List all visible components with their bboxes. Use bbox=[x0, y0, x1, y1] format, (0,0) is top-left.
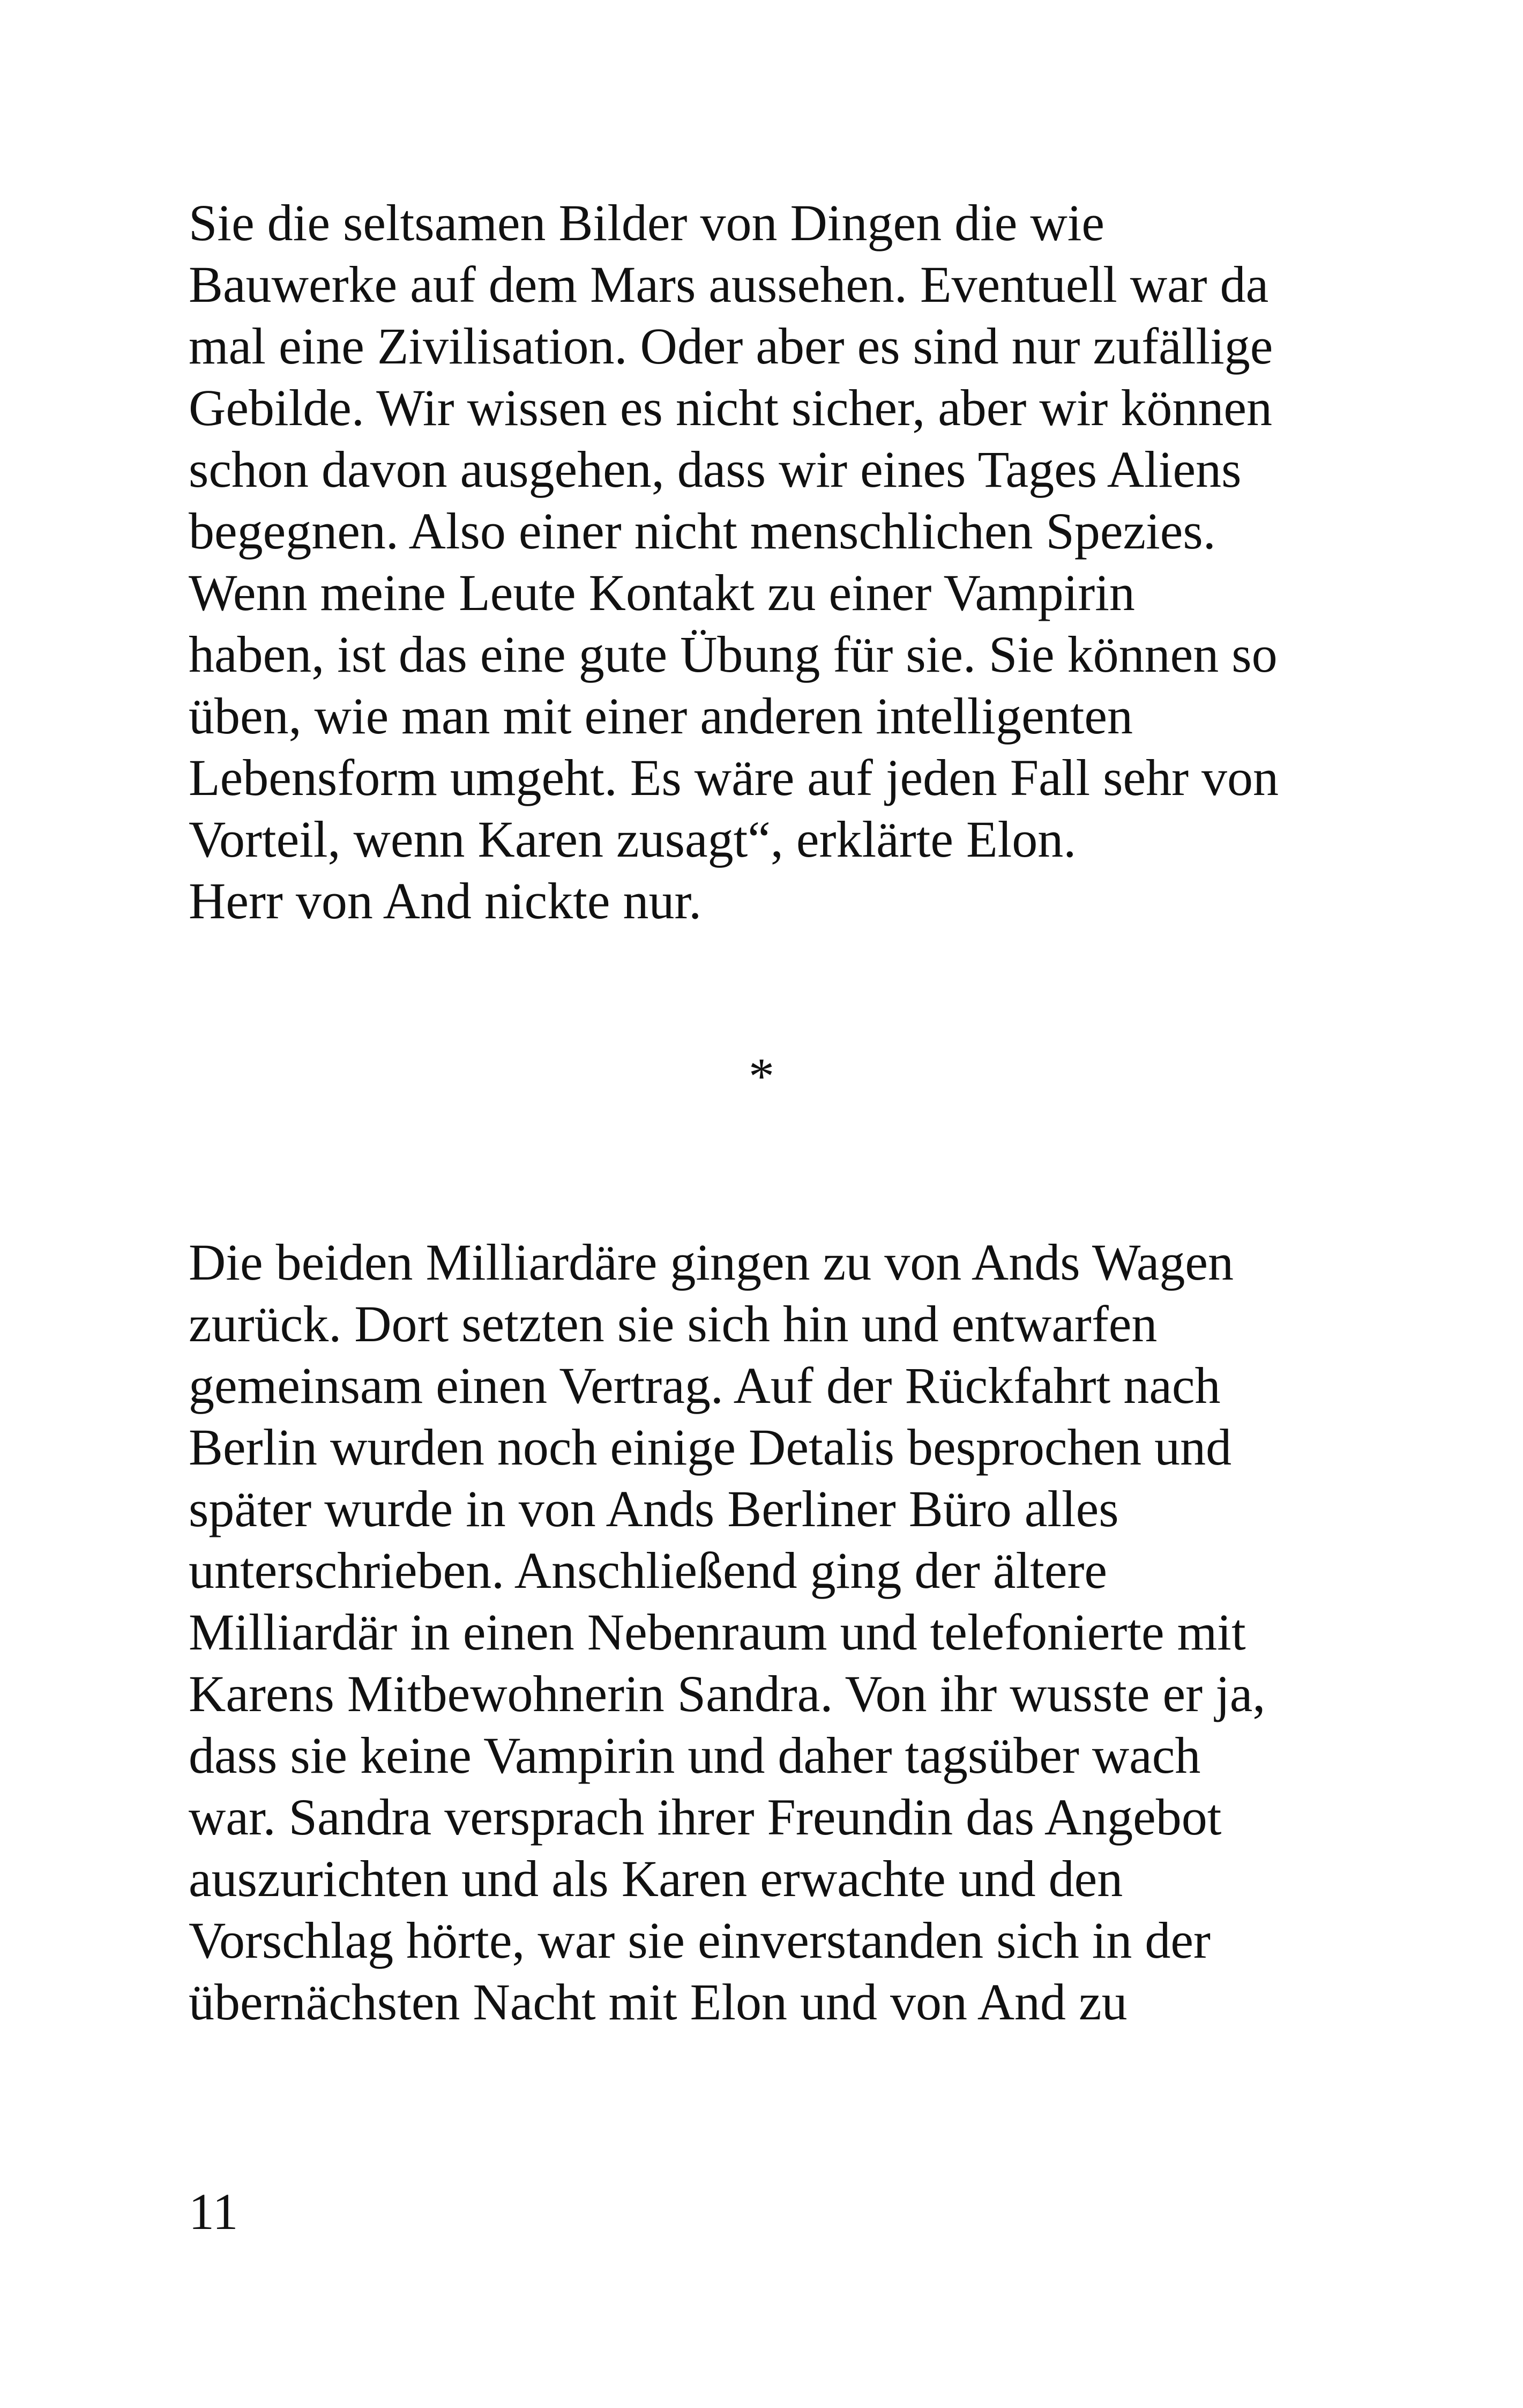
text-line: Berlin wurden noch einige Detalis besprochen und bbox=[189, 1418, 1232, 1476]
text-line: übernächsten Nacht mit Elon und von And zu bbox=[189, 1973, 1128, 2031]
text-line: begegnen. Also einer nicht menschlichen Spezies. bbox=[189, 502, 1216, 560]
text-line: auszurichten und als Karen erwachte und den bbox=[189, 1850, 1123, 1907]
text-line: zurück. Dort setzten sie sich hin und entwarfen bbox=[189, 1295, 1158, 1352]
text-line: Sie die seltsamen Bilder von Dingen die wie bbox=[189, 194, 1104, 251]
text-line: Wenn meine Leute Kontakt zu einer Vampirin bbox=[189, 564, 1135, 621]
text-line: Vorschlag hörte, war sie einverstanden sich in der bbox=[189, 1912, 1211, 1969]
paragraph bbox=[189, 1231, 1368, 2033]
text-line: dass sie keine Vampirin und daher tagsüber wach bbox=[189, 1727, 1201, 1784]
text-line: gemeinsam einen Vertrag. Auf der Rückfahrt nach bbox=[189, 1357, 1221, 1414]
text-line: Gebilde. Wir wissen es nicht sicher, aber wir können bbox=[189, 379, 1272, 436]
text-line: Vorteil, wenn Karen zusagt“, erklärte Elon. bbox=[189, 811, 1077, 868]
text-line: später wurde in von Ands Berliner Büro alles bbox=[189, 1480, 1119, 1537]
text-line: unterschrieben. Anschließend ging der ältere bbox=[189, 1542, 1108, 1599]
section-separator bbox=[0, 1045, 1523, 1107]
text-line: Karens Mitbewohnerin Sandra. Von ihr wusste er ja, bbox=[189, 1665, 1266, 1722]
page-number: 11 bbox=[189, 2183, 238, 2240]
text-line: schon davon ausgehen, dass wir eines Tages Aliens bbox=[189, 441, 1242, 498]
text-line: Die beiden Milliardäre gingen zu von Ands Wagen bbox=[189, 1233, 1234, 1291]
text-line: haben, ist das eine gute Übung für sie. Sie können so bbox=[189, 626, 1278, 683]
text-line: mal eine Zivilisation. Oder aber es sind nur zufällige bbox=[189, 317, 1273, 375]
text-line: Milliardär in einen Nebenraum und telefonierte mit bbox=[189, 1603, 1246, 1661]
asterisk-separator: * bbox=[749, 1047, 774, 1105]
text-line: Bauwerke auf dem Mars aussehen. Eventuell war da bbox=[189, 256, 1269, 313]
text-line: Herr von And nickte nur. bbox=[189, 872, 702, 930]
paragraph-continuation bbox=[189, 192, 1368, 932]
text-line: war. Sandra versprach ihrer Freundin das Angebot bbox=[189, 1788, 1222, 1846]
text-line: üben, wie man mit einer anderen intelligenten bbox=[189, 687, 1133, 745]
text-line: Lebensform umgeht. Es wäre auf jeden Fall sehr von bbox=[189, 749, 1279, 806]
